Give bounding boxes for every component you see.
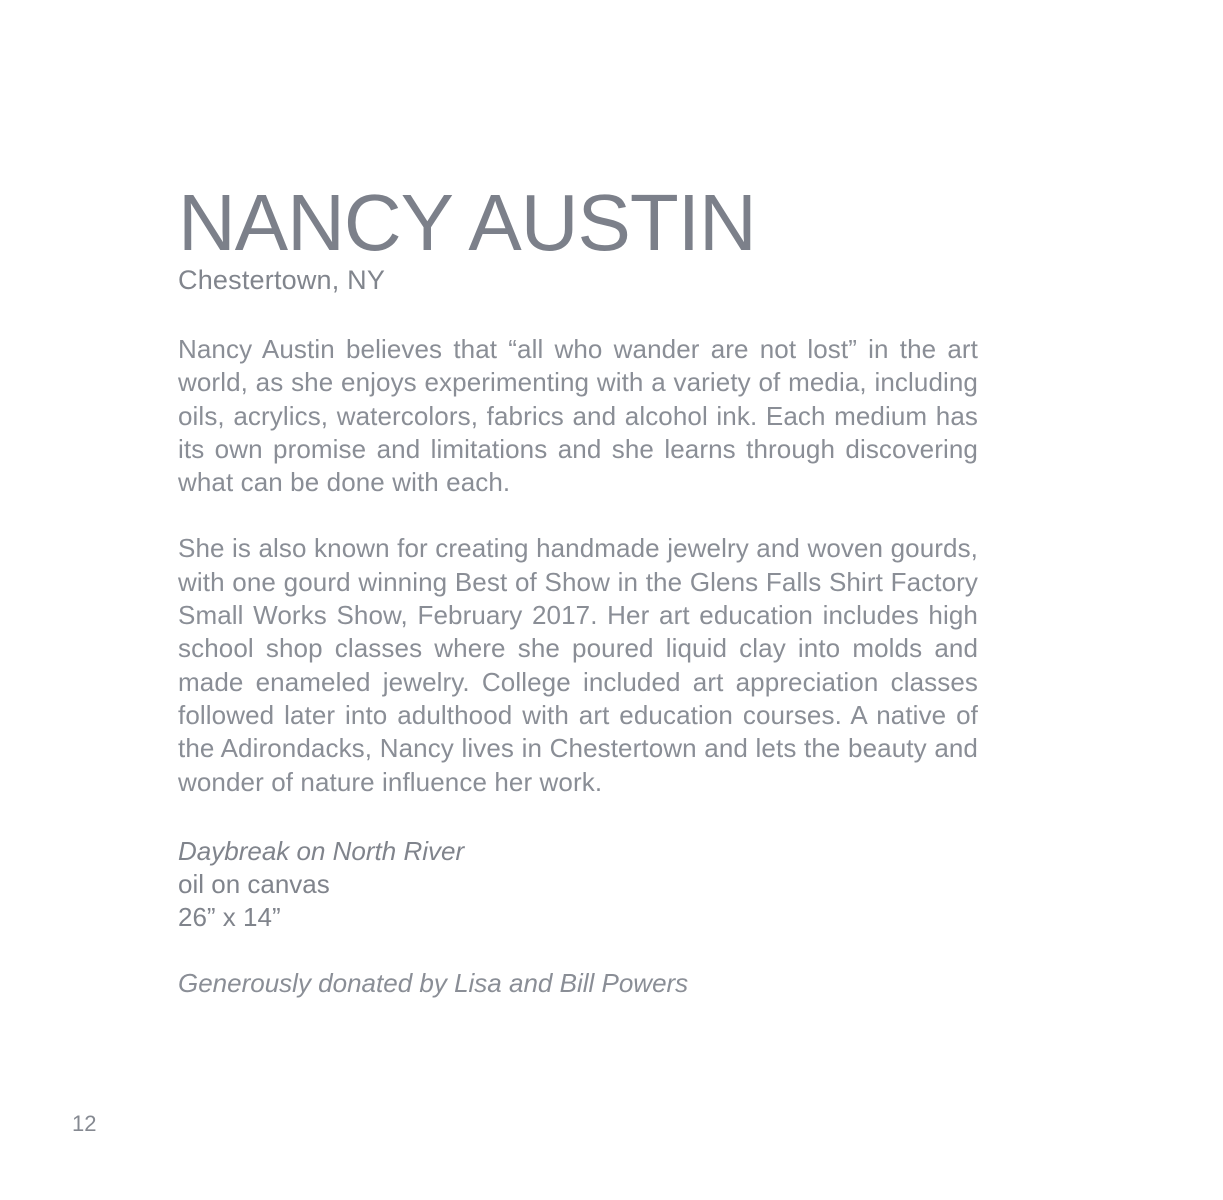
artwork-details bbox=[178, 835, 978, 934]
artwork-dimensions: 26” x 14” bbox=[178, 901, 281, 932]
artist-location: Chestertown, NY bbox=[178, 265, 386, 295]
donation-credit: Generously donated by Lisa and Bill Powers bbox=[178, 967, 689, 998]
artist-entry bbox=[178, 178, 978, 1000]
artwork-title: Daybreak on North River bbox=[178, 835, 465, 866]
page-number: 12 bbox=[72, 1111, 97, 1136]
bio-paragraph: She is also known for creating handmade jewelry and woven gourds, with one gourd winning Best of Show in the Glens Falls Shirt Factory Small Works Show, February 2017. Her art education includes high school shop classes where she poured liquid clay into molds and made enameled jewelry. College included art appreciation classes followed later into adulthood with art education courses. A native of the Adirondacks, Nancy lives in Chestertown and lets the beauty and wonder of nature influence her work. bbox=[178, 533, 978, 797]
bio-paragraph: Nancy Austin believes that “all who wander are not lost” in the art world, as she enjoys experimenting with a variety of media, including oils, acrylics, watercolors, fabrics and alcohol ink. Each medium has its own promise and limitations and she learns through discovering what can be done with each. bbox=[178, 334, 978, 498]
artist-name: NANCY AUSTIN bbox=[178, 178, 756, 267]
artist-bio bbox=[178, 333, 978, 799]
artwork-medium: oil on canvas bbox=[178, 868, 330, 899]
